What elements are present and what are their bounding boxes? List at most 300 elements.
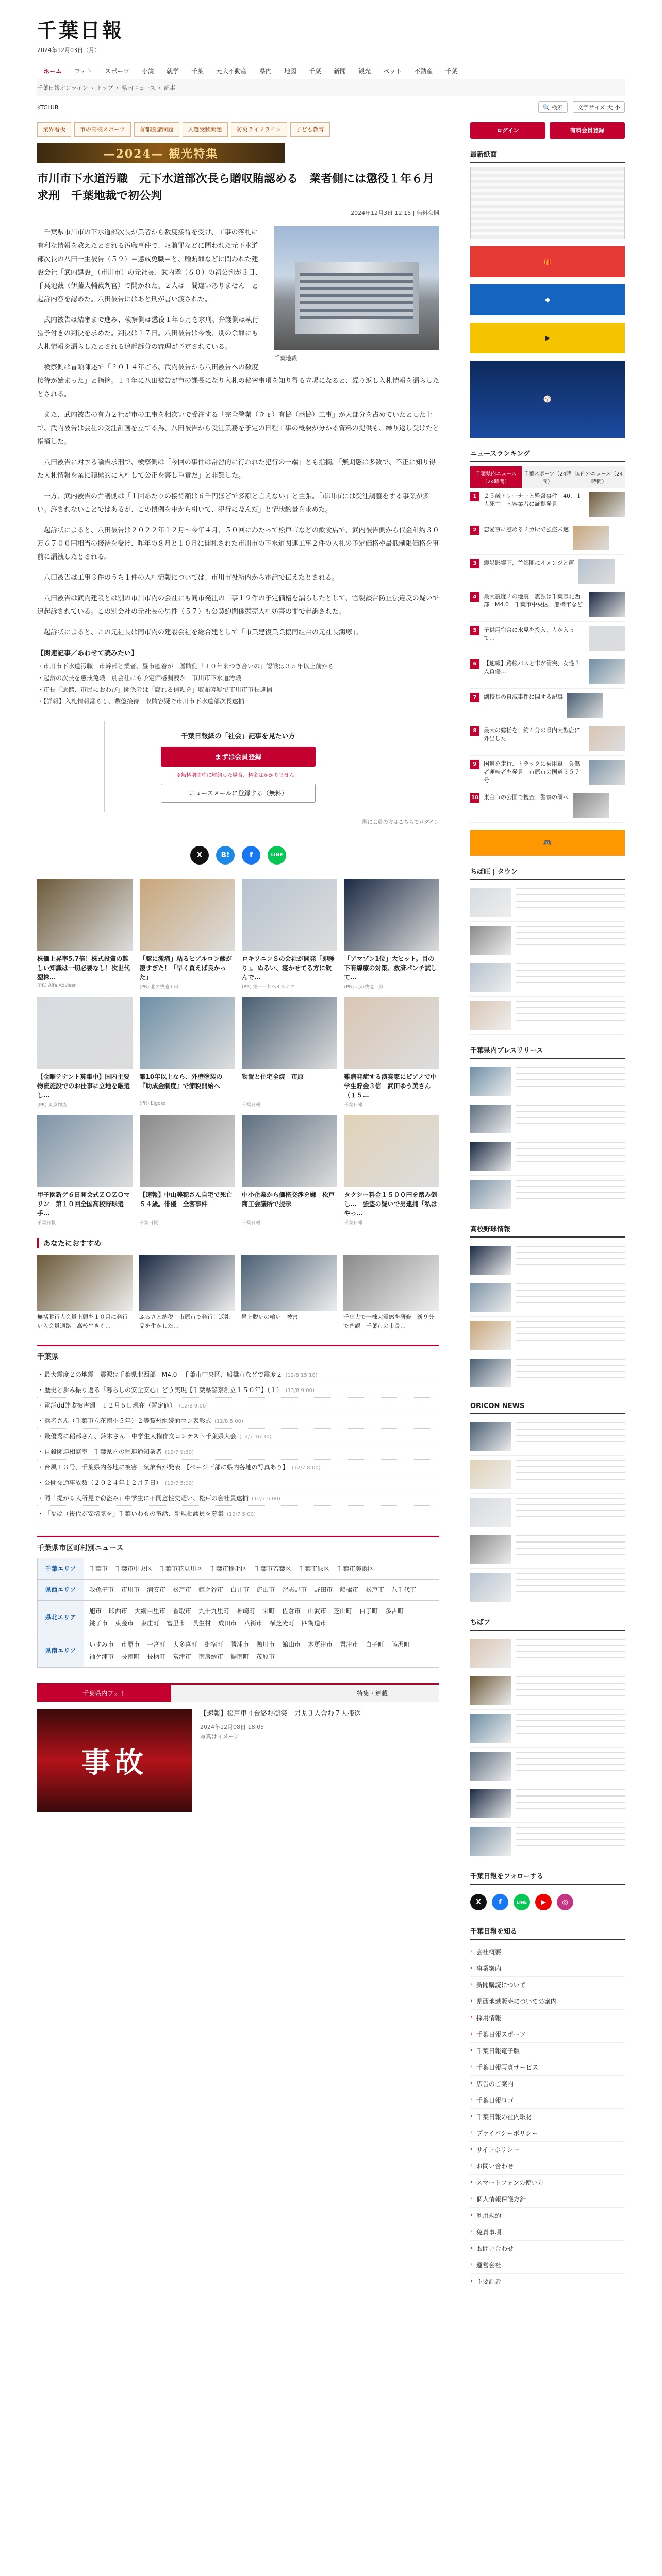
pr-card[interactable] <box>242 1115 337 1226</box>
ranking-tab-national[interactable]: 国内外ニュース（24時間） <box>573 466 625 488</box>
city-link[interactable]: 市原市 <box>121 1641 140 1649</box>
news-item[interactable] <box>37 1475 439 1490</box>
pr-card-title: 「膝に激痛」粘るヒアルロン酸が凄すぎた！「早く買えば良かった」 <box>139 955 233 981</box>
city-link[interactable]: 茂原市 <box>256 1653 275 1661</box>
news-item[interactable] <box>37 1398 439 1413</box>
city-link[interactable]: 千葉市稲毛区 <box>210 1565 247 1573</box>
pr-card[interactable] <box>242 879 337 990</box>
ranking-tab-chiba[interactable]: 千葉県内ニュース（24時間） <box>470 466 522 488</box>
ranking-item[interactable] <box>470 722 625 756</box>
city-link[interactable]: 白子町 <box>359 1607 378 1615</box>
breadcrumb-item[interactable]: トップ <box>96 84 113 91</box>
chibapu-text <box>516 1789 625 1810</box>
hs-baseball-text <box>516 1246 625 1266</box>
news-headline: 最優秀に稲部さん、鈴木さん 中学生人権作文コンテスト千葉県大会 <box>44 1433 237 1440</box>
date-line: 2024年12月03日（月） <box>37 47 100 54</box>
area-title: 千葉県市区町村別ニュース <box>37 1544 124 1553</box>
ranking-item[interactable] <box>470 756 625 789</box>
nav-item[interactable]: フォト <box>74 67 93 75</box>
city-link[interactable]: 御宿町 <box>205 1641 224 1649</box>
city-link[interactable]: 富津市 <box>173 1653 192 1661</box>
pr-card-title: 築10年以上なら、外壁塗装の『助成金制度』で節税開始へ <box>139 1073 223 1090</box>
pr-card[interactable] <box>37 1115 133 1226</box>
article-photo[interactable] <box>274 226 439 367</box>
line-follow-icon[interactable]: LINE <box>514 1894 530 1910</box>
ranking-item[interactable] <box>470 789 625 823</box>
rank-number: 9 <box>470 760 479 769</box>
reco-card-title: ふるさと納税 市原市で発行！返礼品を生かした… <box>139 1314 230 1329</box>
nav-item[interactable]: 小説 <box>141 67 154 75</box>
city-link[interactable]: 鋸南町 <box>230 1653 250 1661</box>
photo-news-title[interactable]: 【速報】松戸車４台絡む衝突 男児３人含む７人搬送 <box>200 1710 361 1718</box>
article-meta: 2024年12月3日 12:15 | 無料公開 <box>351 210 439 216</box>
rank-number: 4 <box>470 592 479 602</box>
city-link[interactable]: 木更津市 <box>308 1641 333 1649</box>
oricon-item[interactable] <box>470 1456 625 1494</box>
about-link[interactable]: › 利用規約 <box>470 2208 625 2224</box>
ranking-headline: ２５歳トレーナーと監督事件 40、１人死亡 内容業者に証拠発見 <box>484 493 582 507</box>
ad-banner-game[interactable]: 🎮 <box>470 830 625 856</box>
article-body <box>37 226 439 639</box>
tab-chiba-photo[interactable]: 千葉県内フォト <box>37 1685 171 1702</box>
city-link[interactable]: 山武市 <box>308 1607 327 1615</box>
pr-thumbnail <box>344 1115 440 1187</box>
press-item[interactable] <box>470 1138 625 1176</box>
news-item[interactable] <box>37 1382 439 1398</box>
city-link[interactable]: 勝浦市 <box>230 1641 250 1649</box>
press-text <box>516 1105 625 1125</box>
nav-item[interactable]: 県内 <box>259 67 272 75</box>
city-link[interactable]: 浦安市 <box>147 1586 166 1594</box>
press-text <box>516 1142 625 1163</box>
chibapu-item[interactable] <box>470 1672 625 1710</box>
reco-card[interactable] <box>139 1255 235 1330</box>
hs-baseball-item[interactable] <box>470 1317 625 1354</box>
news-item[interactable] <box>37 1413 439 1429</box>
city-link[interactable]: 八街市 <box>244 1620 263 1628</box>
pr-card[interactable] <box>344 1115 440 1226</box>
chibapu-text <box>516 1827 625 1848</box>
city-link[interactable]: 君津市 <box>340 1641 359 1649</box>
chibapu-item[interactable] <box>470 1748 625 1785</box>
chibapu-thumbnail <box>470 1676 511 1705</box>
about-link[interactable]: › 採用情報 <box>470 2010 625 2026</box>
latest-paper-title: 最新紙面 <box>470 146 625 163</box>
reco-thumbnail <box>139 1255 235 1311</box>
nav-item[interactable]: 千葉 <box>445 67 458 75</box>
oricon-thumbnail <box>470 1460 511 1489</box>
city-link[interactable]: 栄町 <box>262 1607 275 1615</box>
area-cities <box>84 1558 439 1580</box>
facebook-follow-icon[interactable]: f <box>492 1894 508 1910</box>
pr-card-source: 千葉日報 <box>37 1221 56 1226</box>
ad-banner-covid[interactable]: ◆ <box>470 284 625 315</box>
news-item[interactable] <box>37 1429 439 1444</box>
chibapu-thumbnail <box>470 1827 511 1856</box>
breadcrumb-item[interactable]: 記事 <box>164 84 176 91</box>
city-link[interactable]: 松戸市 <box>173 1586 192 1594</box>
ranking-item[interactable] <box>470 521 625 555</box>
town-item[interactable] <box>470 884 625 922</box>
ad-banner-campaign[interactable]: 🎁 <box>470 246 625 277</box>
side-subscribe-button[interactable]: 有料会員登録 <box>550 122 625 139</box>
city-link[interactable]: 佐倉市 <box>282 1607 301 1615</box>
town-item[interactable] <box>470 922 625 959</box>
oricon-text <box>516 1422 625 1443</box>
related-link[interactable]: ・市川市下水道汚職 市幹部と業者、昼市癒着が 贈賄側「１０年来つき合いの」認識は３５年以上前から <box>37 663 335 670</box>
town-thumbnail <box>470 888 511 917</box>
article-paragraph: 起訴状によると、八田被告は２０２２年１２月〜今年４月、５０回にわたって松戸市などの飲食店で、武内被告側から代金計約３０万６７００円相当の接待を受け、昨年の８月と１０月に開札された市川市の下水道関連工事２件の入札の予定価格や最低制限価格を事前に漏洩したとされる。 <box>37 527 439 561</box>
city-link[interactable]: 銚子市 <box>89 1620 108 1628</box>
city-link[interactable]: 東庄町 <box>141 1620 160 1628</box>
chibapu-text <box>516 1714 625 1735</box>
oricon-item[interactable] <box>470 1418 625 1456</box>
pr-card-source: (PR) 北の快適工房 <box>344 985 384 990</box>
area-heading: 県北エリア <box>38 1601 84 1634</box>
city-link[interactable]: 神崎町 <box>237 1607 256 1615</box>
photo-news-note: 写真はイメージ <box>200 1733 240 1740</box>
ranking-headline: 最大震度２の地震 震源は千葉県北西部 M4.0 千葉市中央区、船橋市など <box>484 593 583 608</box>
city-link[interactable]: 長南町 <box>121 1653 140 1661</box>
newspaper-thumbnail[interactable] <box>470 167 625 239</box>
nav-item[interactable]: 新聞 <box>334 67 346 75</box>
pr-card[interactable] <box>242 997 337 1108</box>
about-link[interactable]: › お問い合わせ <box>470 2241 625 2257</box>
chibapu-text <box>516 1752 625 1772</box>
city-link[interactable]: 館山市 <box>282 1641 301 1649</box>
ktclub-link[interactable]: KTCLUB <box>37 104 59 111</box>
pr-card-title: 「アマゾン1位」大ヒット。目の下有線療の対策、救済パンチ試して… <box>344 955 437 981</box>
city-link[interactable]: 芝山町 <box>334 1607 353 1615</box>
chibapu-text <box>516 1639 625 1659</box>
oricon-title: ORICON NEWS <box>470 1399 625 1414</box>
about-link[interactable]: › スマートフォンの使い方 <box>470 2175 625 2191</box>
ranking-item[interactable] <box>470 622 625 655</box>
pr-thumbnail <box>242 1115 337 1187</box>
rank-number: 3 <box>470 559 479 568</box>
font-size-button[interactable]: 文字サイズ 大 小 <box>573 101 625 113</box>
ranking-thumbnail <box>567 693 603 718</box>
pr-card-source: 千葉日報 <box>242 1221 261 1226</box>
nav-item[interactable]: 元大不動産 <box>216 67 247 75</box>
tab-blank[interactable] <box>171 1685 305 1702</box>
news-timestamp: (12/7 16:30) <box>239 1434 272 1440</box>
courthouse-image <box>274 226 439 350</box>
about-link[interactable]: › 事業案内 <box>470 1960 625 1977</box>
related-link[interactable]: ・市長「遺憾、市民におわび」関係者は「腐れる信頼を」収賄容疑で市川市市長逮捕 <box>37 686 273 693</box>
pr-thumbnail <box>344 997 440 1069</box>
pr-card[interactable] <box>344 997 440 1108</box>
oricon-item[interactable] <box>470 1531 625 1569</box>
press-item[interactable] <box>470 1063 625 1100</box>
tab-features[interactable]: 特集・連載 <box>305 1685 439 1702</box>
press-text <box>516 1067 625 1088</box>
city-link[interactable]: 多古町 <box>385 1607 404 1615</box>
area-cities <box>84 1601 439 1634</box>
breadcrumb-item[interactable]: 千葉日報オンライン <box>37 84 88 91</box>
hs-baseball-item[interactable] <box>470 1354 625 1392</box>
rank-number: 10 <box>470 793 479 803</box>
accident-photo[interactable]: 事故 <box>37 1709 192 1812</box>
reco-card[interactable] <box>343 1255 439 1330</box>
chibapu-item[interactable] <box>470 1785 625 1823</box>
ranking-thumbnail <box>589 626 625 651</box>
article-paragraph: 八田被告に対する論告求刑で、検察側は「今回の事件は常習的に行われた犯行の一端」とも指摘。「無期懲は多数で、不正に知り得た入札情報を業に積極的に入札して公正を害し重責だ」と非難した。 <box>37 459 436 480</box>
nav-item[interactable]: ホーム <box>43 67 62 75</box>
youtube-follow-icon[interactable]: ▶ <box>535 1894 552 1910</box>
city-link[interactable]: 大網白里市 <box>135 1607 166 1615</box>
town-item[interactable] <box>470 959 625 997</box>
news-headline: 公開交通事故数（２０２４年１２月７日） <box>44 1479 162 1487</box>
city-link[interactable]: 千葉市中央区 <box>115 1565 153 1573</box>
city-link[interactable]: 袖ケ浦市 <box>89 1653 114 1661</box>
ranking-item[interactable] <box>470 555 625 588</box>
site-logo[interactable]: 千葉日報 <box>37 19 124 42</box>
topic-tag[interactable]: 首都圏諸問題 <box>134 122 179 137</box>
news-timestamp: (12/7 5:00) <box>227 1512 256 1518</box>
ranking-item[interactable] <box>470 655 625 689</box>
pr-card-title: 難病発症する演奏家にピアノで中学生貯金３信 武田ゆう美さん（１５… <box>344 1073 437 1099</box>
search-button[interactable]: 🔍 検索 <box>538 101 568 113</box>
news-timestamp: (12/7 8:00) <box>291 1465 321 1471</box>
nav-item[interactable]: 不動産 <box>414 67 433 75</box>
news-list <box>37 1345 439 1521</box>
press-item[interactable] <box>470 1176 625 1213</box>
city-link[interactable]: 千葉市 <box>89 1565 108 1573</box>
news-list-title: 千葉県 <box>37 1353 59 1362</box>
ad-banner-ohtani[interactable]: ⚾ <box>470 361 625 438</box>
facebook-share-icon[interactable]: f <box>242 846 260 865</box>
city-link[interactable]: 習志野市 <box>282 1586 307 1594</box>
city-link[interactable]: 我孫子市 <box>89 1586 114 1594</box>
pr-card-source: 千葉日報 <box>139 1221 158 1226</box>
oricon-text <box>516 1573 625 1594</box>
nav-item[interactable]: 観光 <box>358 67 371 75</box>
press-thumbnail <box>470 1142 511 1171</box>
hatena-share-icon[interactable]: B! <box>216 846 235 865</box>
city-link[interactable]: 旭市 <box>89 1607 102 1615</box>
nav-item[interactable]: 千葉 <box>309 67 322 75</box>
chibapu-item[interactable] <box>470 1635 625 1672</box>
pr-card[interactable] <box>37 997 133 1108</box>
about-link[interactable]: › 千葉日報ロゴ <box>470 2092 625 2109</box>
area-heading: 県南エリア <box>38 1634 84 1668</box>
chibapu-item[interactable] <box>470 1710 625 1748</box>
pr-card[interactable] <box>139 1115 239 1226</box>
related-link[interactable]: ・【詳報】入札情報漏らし、数億接待 収賄容疑で市川市下水道部次長逮捕 <box>37 698 245 705</box>
city-link[interactable]: 市川市 <box>121 1586 140 1594</box>
pr-card[interactable] <box>37 879 133 990</box>
news-timestamp: (12/7 5:00) <box>165 1481 194 1487</box>
pr-card-title: 【速報】中山美穂さん自宅で死亡 ５４歳。俳優 全客事件 <box>139 1191 239 1208</box>
instagram-follow-icon[interactable]: ◎ <box>557 1894 573 1910</box>
topic-tag[interactable]: 入選受験問題 <box>183 122 228 137</box>
town-text <box>516 963 625 984</box>
hs-baseball-title: 高校野球情報 <box>470 1221 625 1238</box>
city-link[interactable]: 千葉市美浜区 <box>337 1565 374 1573</box>
breadcrumb-item[interactable]: 県内ニュース <box>122 84 156 91</box>
pr-card[interactable] <box>140 879 235 990</box>
ranking-headline: 東金市の公園で捜査、警察の調べ <box>484 794 569 801</box>
about-link[interactable]: › 広告のご案内 <box>470 2076 625 2092</box>
city-link[interactable]: 大多喜町 <box>173 1641 198 1649</box>
town-text <box>516 1001 625 1022</box>
oricon-item[interactable] <box>470 1569 625 1606</box>
pr-thumbnail <box>37 997 133 1069</box>
city-link[interactable]: 千葉市緑区 <box>299 1565 330 1573</box>
news-headline: 台風１３号、千葉県内各地に被害 気象台が発表 【ページ下部に県内各地の写真あり】 <box>44 1464 289 1471</box>
nav-item[interactable]: 千葉 <box>191 67 204 75</box>
city-link[interactable]: 船橋市 <box>340 1586 359 1594</box>
reco-card-title: 千葉大で一棟大震感を研修 新９分で確認 千葉市の市長… <box>343 1314 434 1329</box>
ranking-item[interactable] <box>470 588 625 622</box>
news-item[interactable] <box>37 1444 439 1460</box>
about-link[interactable]: › 会社概要 <box>470 1944 625 1960</box>
city-link[interactable]: 印西市 <box>109 1607 128 1615</box>
news-item[interactable] <box>37 1490 439 1506</box>
article-paragraph: 八田被告は工事３件のうち１件の入札情報については、市川市役所内から電話で伝えたとされる。 <box>44 574 339 582</box>
city-link[interactable]: 白子町 <box>366 1641 385 1649</box>
about-link[interactable]: › サイトポリシー <box>470 2142 625 2158</box>
rank-number: 8 <box>470 726 479 736</box>
city-link[interactable]: 八千代市 <box>391 1586 417 1594</box>
news-timestamp: (12/8 9:00) <box>179 1403 208 1410</box>
city-link[interactable]: 一宮町 <box>147 1641 166 1649</box>
hs-baseball-item[interactable] <box>470 1242 625 1279</box>
topic-tag[interactable]: 防災ライフライン <box>231 122 287 137</box>
city-link[interactable]: 九十九里町 <box>198 1607 230 1615</box>
city-link[interactable]: 長柄町 <box>147 1653 166 1661</box>
city-link[interactable]: 香取市 <box>173 1607 192 1615</box>
topic-tag[interactable]: 子ども教育 <box>290 122 330 137</box>
about-link[interactable]: › プライバシーポリシー <box>470 2125 625 2142</box>
about-link[interactable]: › 主要記者 <box>470 2274 625 2290</box>
news-item[interactable] <box>37 1367 439 1382</box>
pr-card-source: 千葉日報 <box>344 1221 363 1226</box>
city-link[interactable]: 野田市 <box>314 1586 333 1594</box>
related-link[interactable]: ・起訴の次長を懲戒免職 別会社にも予定価格漏洩か 市川市下水道汚職 <box>37 674 242 682</box>
news-item[interactable] <box>37 1506 439 1521</box>
ad-banner-read[interactable]: ▶ <box>470 323 625 353</box>
city-link[interactable]: 鎌ケ谷市 <box>198 1586 224 1594</box>
ranking-tab-sports[interactable]: 千葉スポーツ（24時間） <box>522 466 573 488</box>
about-link[interactable]: › 免責事項 <box>470 2224 625 2241</box>
nav-item[interactable]: 地図 <box>284 67 297 75</box>
pr-thumbnail <box>37 1115 133 1187</box>
about-link[interactable]: › 千葉日報写真サービス <box>470 2059 625 2076</box>
pr-card-source: (PR) Elgoso <box>139 1101 166 1107</box>
reco-title: あなたにおすすめ <box>37 1238 439 1248</box>
city-link[interactable]: 流山市 <box>256 1586 275 1594</box>
chibapu-item[interactable] <box>470 1823 625 1860</box>
chibapu-block <box>470 1614 625 1860</box>
nav-item[interactable]: ペット <box>383 67 402 75</box>
about-link[interactable]: › 運営会社 <box>470 2257 625 2274</box>
hs-baseball-item[interactable] <box>470 1279 625 1317</box>
town-text <box>516 888 625 909</box>
city-link[interactable]: 松戸市 <box>366 1586 385 1594</box>
city-link[interactable]: 四街道市 <box>302 1620 327 1628</box>
oricon-item[interactable] <box>470 1494 625 1531</box>
chibapu-thumbnail <box>470 1714 511 1743</box>
city-link[interactable]: 南房総市 <box>198 1653 224 1661</box>
press-item[interactable] <box>470 1100 625 1138</box>
ranking-headline: 震災影響下、首都圏にイメンジと運 <box>484 560 574 566</box>
login-button[interactable]: ログイン <box>470 122 545 139</box>
newsletter-button[interactable]: ニュースメールに登録する（無料） <box>161 784 316 803</box>
rank-number: 6 <box>470 659 479 669</box>
ranking-block <box>470 445 625 823</box>
city-link[interactable]: いすみ市 <box>89 1641 114 1649</box>
about-link[interactable]: › お問い合わせ <box>470 2158 625 2175</box>
login-note[interactable]: 既に会員の方はこちらでログイン <box>362 820 439 826</box>
about-link[interactable]: › 千葉日報スポーツ <box>470 2026 625 2043</box>
special-banner[interactable]: —2024— 観光特集 <box>37 143 285 163</box>
pr-card-title: 【金曜テナント募集中】国内主要物流施設でのお仕事に立地を厳選し… <box>37 1073 130 1099</box>
ranking-thumbnail <box>589 492 625 517</box>
hs-baseball-text <box>516 1321 625 1342</box>
photo-news-date: 2024年12月08日 18:05 <box>200 1723 264 1731</box>
x-follow-icon[interactable]: X <box>470 1894 487 1910</box>
topic-tag[interactable]: 業界看板 <box>37 122 71 137</box>
reco-card[interactable] <box>241 1255 337 1330</box>
city-link[interactable]: 睦沢町 <box>391 1641 410 1649</box>
subscribe-button[interactable]: まずは会員登録 <box>161 747 316 767</box>
line-share-icon[interactable]: LINE <box>268 846 286 865</box>
article-title: 市川市下水道汚職 元下水道部次長ら贈収賄認める 業者側には懲役１年６月求刑 千葉地裁で初公判 <box>37 173 435 202</box>
city-link[interactable]: 千葉市若葉区 <box>254 1565 292 1573</box>
city-link[interactable]: 横芝光町 <box>270 1620 295 1628</box>
city-link[interactable]: 成田市 <box>218 1620 237 1628</box>
pr-card[interactable] <box>140 997 235 1108</box>
ranking-item[interactable] <box>470 689 625 722</box>
about-link[interactable]: › 千葉日報電子版 <box>470 2043 625 2059</box>
ranking-thumbnail <box>573 526 609 550</box>
share-bar <box>37 846 439 865</box>
ranking-thumbnail <box>589 726 625 751</box>
press-block <box>470 1042 625 1213</box>
city-link[interactable]: 長生村 <box>192 1620 211 1628</box>
topic-tag[interactable]: 市の高校スポーツ <box>74 122 131 137</box>
town-thumbnail <box>470 963 511 992</box>
chibapu-text <box>516 1676 625 1697</box>
pr-card[interactable] <box>344 879 440 990</box>
city-link[interactable]: 白井市 <box>230 1586 250 1594</box>
ranking-headline: 子供用宿舎に水見を投入、人が入って… <box>484 626 574 641</box>
news-item[interactable] <box>37 1460 439 1475</box>
city-link[interactable]: 鴨川市 <box>256 1641 275 1649</box>
city-link[interactable]: 富里市 <box>167 1620 186 1628</box>
ranking-thumbnail <box>589 760 625 785</box>
article-paragraph: また、武内被告の有力２社が市の工事を相次いで受注する「完全警業（きょ）有協（商協）工事」が大部分を占めていたとした上で、武内被告は会社の受注計画を立てる為、八田被告から受注業務を予定の日程工事の概要が分かる資料の提供も、繰り返し受けたと指摘した。 <box>37 411 439 446</box>
about-link[interactable]: › 個人情報保護方針 <box>470 2191 625 2208</box>
nav-item[interactable]: スポーツ <box>105 67 129 75</box>
ranking-title: ニュースランキング <box>470 445 625 462</box>
chibapu-thumbnail <box>470 1752 511 1781</box>
about-link[interactable]: › 千葉日報の社内取材 <box>470 2109 625 2125</box>
ranking-item[interactable] <box>470 488 625 521</box>
about-link[interactable]: › 県西地域販売についての案内 <box>470 1993 625 2010</box>
about-link[interactable]: › 新聞購読について <box>470 1977 625 1993</box>
reco-card[interactable] <box>37 1255 133 1330</box>
town-item[interactable] <box>470 997 625 1035</box>
x-share-icon[interactable]: X <box>190 846 209 865</box>
city-link[interactable]: 東金市 <box>115 1620 134 1628</box>
nav-item[interactable]: 就学 <box>166 67 179 75</box>
hs-baseball-thumbnail <box>470 1359 511 1387</box>
city-link[interactable]: 千葉市花見川区 <box>159 1565 203 1573</box>
breadcrumb <box>37 79 625 96</box>
